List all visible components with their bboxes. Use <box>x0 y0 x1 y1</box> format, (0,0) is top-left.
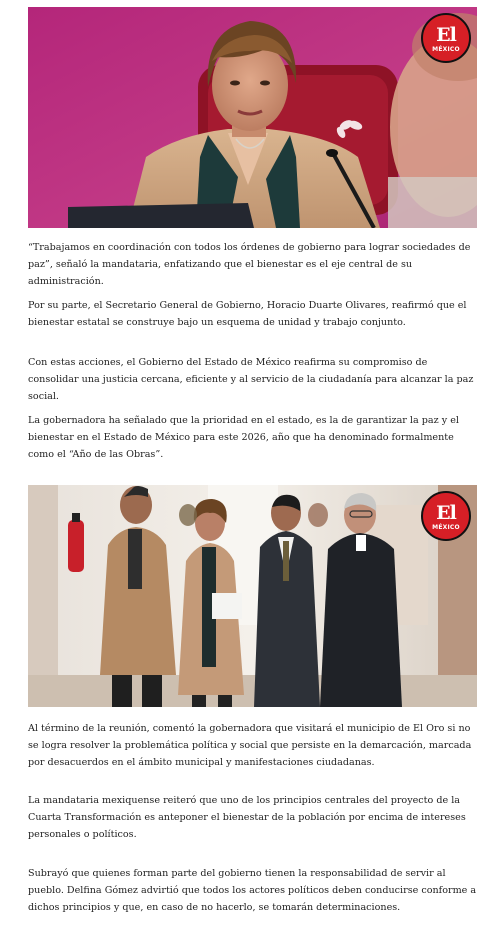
group-walking-photo-illustration <box>28 485 477 707</box>
article-paragraph: Con estas acciones, el Gobierno del Estado de México reafirma su compromiso de consolidar una justicia cercana, eficiente y al servicio de la ciudadanía para alcanzar la paz social. <box>28 357 474 402</box>
article-paragraph: Subrayó que quienes forman parte del gobierno tienen la responsabilidad de servir al pueblo. Delfina Gómez advirtió que todos los actores políticos deben conducirse conforme a dichos principios y que, en caso de no hacerlo, se tomarán determinaciones. <box>28 868 477 913</box>
logo-sub-text: MÉXICO <box>432 45 460 53</box>
article-paragraph: La mandataria mexiquense reiteró que uno de los principios centrales del proyecto de la Cuarta Transformación es anteponer el bienestar de la población por encima de intereses personales o políticos. <box>28 795 466 840</box>
logo-main-text: El <box>436 501 456 524</box>
article-photo-group-walking <box>28 485 477 707</box>
article-paragraph: “Trabajamos en coordinación con todos los órdenes de gobierno para lograr sociedades de paz”, señaló la mandataria, enfatizando que el bienestar es el eje central de su administración. <box>28 242 471 287</box>
el-mexico-logo <box>421 491 471 541</box>
logo-main-text: El <box>436 23 456 46</box>
logo-sub-text: MÉXICO <box>432 523 460 531</box>
governor-photo-illustration <box>28 7 477 228</box>
el-mexico-logo <box>421 13 471 63</box>
article-photo-governor <box>28 7 477 228</box>
article-paragraph: Al término de la reunión, comentó la gobernadora que visitará el municipio de El Oro si no se logra resolver la problemática política y social que persiste en la demarcación, marcada por desacuerdos en el ámbito municipal y manifestaciones ciudadanas. <box>28 723 472 768</box>
article-paragraph: Por su parte, el Secretario General de Gobierno, Horacio Duarte Olivares, reafirmó que el bienestar estatal se construye bajo un esquema de unidad y trabajo conjunto. <box>28 300 467 328</box>
article-paragraph: La gobernadora ha señalado que la prioridad en el estado, es la de garantizar la paz y el bienestar en el Estado de México para este 2026, año que ha denominado formalmente como el “Año de las Obras”. <box>28 415 459 460</box>
